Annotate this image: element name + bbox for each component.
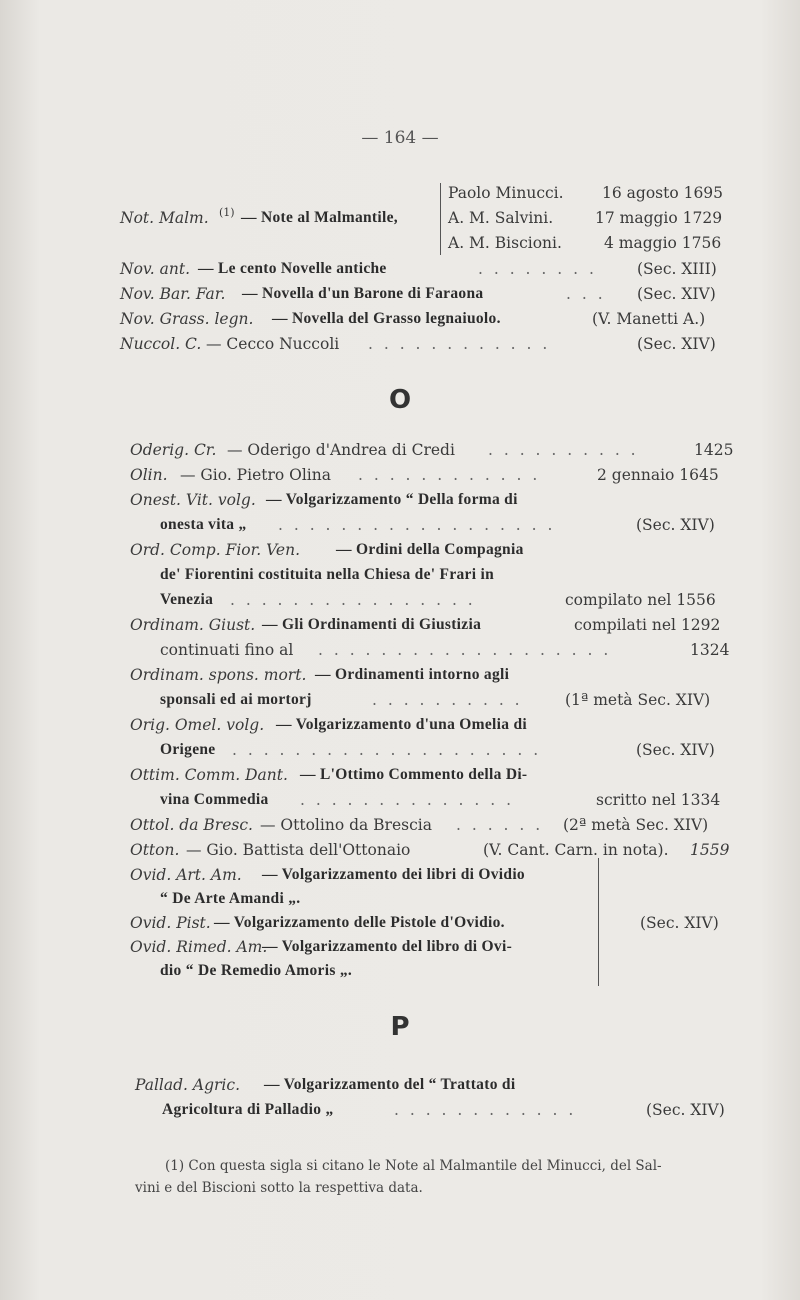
entry-ovid-art-1: [0, 862, 800, 888]
entry-nuccol: [0, 331, 800, 357]
entry-abbr: Nuccol. C.: [120, 335, 202, 353]
entry-title: — Volgarizzamento del “ Trattato di: [264, 1076, 516, 1093]
entry-nov-ant: [0, 256, 800, 282]
entry-title: — Novella del Grasso legnaiuolo.: [272, 310, 501, 327]
malm-name-1: Paolo Minucci.: [448, 184, 564, 202]
entry-dots: . . . . . . . . . . . . . . . . . . .: [318, 641, 612, 659]
entry-dots: . . . . . . . .: [478, 260, 597, 278]
entry-dots: . . . . . . . . . . . .: [368, 335, 551, 353]
entry-ord-3: [0, 587, 800, 613]
entry-nov-bar: [0, 281, 800, 307]
entry-title: — Ordini della Compagnia: [336, 541, 524, 558]
entry-title: — Ottolino da Brescia: [260, 816, 432, 834]
entry-date: 1425: [694, 441, 734, 459]
malm-date-1: 16 agosto 1695: [602, 184, 724, 202]
entry-date: (Sec. XIV): [636, 741, 715, 759]
entry-pallad-2: [0, 1097, 800, 1123]
entry-ordspons-1: [0, 662, 800, 688]
entry-otton: [0, 837, 800, 863]
entry-title: — Volgarizzamento del libro di Ovi-: [262, 938, 513, 955]
entry-abbr: Otton.: [130, 841, 180, 859]
entry-ref: (V. Cant. Carn. in nota).: [483, 841, 669, 859]
entry-title-cont: Agricoltura di Palladio „: [162, 1101, 334, 1118]
entry-title: — L'Ottimo Commento della Di-: [300, 766, 528, 783]
entry-abbr: Nov. Grass. legn.: [120, 310, 254, 328]
entry-abbr: Ovid. Pist.: [130, 914, 211, 932]
entry-dots: . . . . . . . . . . . . . . . . . .: [278, 516, 556, 534]
entry-date: (Sec. XIV): [637, 285, 716, 303]
entry-date: (Sec. XIV): [637, 335, 716, 353]
entry-title: — Ordinamenti intorno agli: [315, 666, 510, 683]
entry-title: — Le cento Novelle antiche: [198, 260, 387, 277]
entry-title: — Novella d'un Barone di Faraona: [242, 285, 484, 302]
entry-ovid-rimed-2: [0, 958, 800, 984]
entry-abbr: Ottol. da Bresc.: [130, 816, 253, 834]
entry-date: (V. Manetti A.): [592, 310, 706, 328]
entry-abbr: Ottim. Comm. Dant.: [130, 766, 288, 784]
entry-ottim-1: [0, 762, 800, 788]
entry-dots: . . . . . . . . . . . . . . . .: [230, 591, 476, 609]
entry-title-cont: dio “ De Remedio Amoris „.: [160, 962, 353, 979]
entry-ottol: [0, 812, 800, 838]
entry-title-cont: Venezia: [160, 591, 214, 608]
entry-dots: . . . . . . . . . . . .: [394, 1101, 577, 1119]
entry-abbr: Onest. Vit. volg.: [130, 491, 256, 509]
malm-row-1: [0, 180, 800, 206]
entry-title: — Oderigo d'Andrea di Credi: [227, 441, 455, 459]
entry-abbr: Ord. Comp. Fior. Ven.: [130, 541, 301, 559]
entry-title-cont: de' Fiorentini costituita nella Chiesa de' Frari in: [160, 566, 495, 583]
entry-abbr: Ovid. Art. Am.: [130, 866, 242, 884]
entry-ordinam-1: [0, 612, 800, 638]
entry-abbr: Oderig. Cr.: [130, 441, 217, 459]
entry-ordspons-2: [0, 687, 800, 713]
entry-dots: . . . . . . . . . . . .: [358, 466, 541, 484]
malm-abbr: Not. Malm.: [120, 209, 209, 227]
entry-title-cont: Origene: [160, 741, 216, 758]
entry-title: — Volgarizzamento dei libri di Ovidio: [262, 866, 525, 883]
malm-row-2: [0, 205, 800, 231]
malm-name-2: A. M. Salvini.: [448, 209, 554, 227]
entry-abbr: Pallad. Agric.: [135, 1076, 240, 1094]
entry-date: 1324: [690, 641, 730, 659]
entry-ord-2: [0, 562, 800, 588]
entry-title-cont: vina Commedia: [160, 791, 269, 808]
entry-ottim-2: [0, 787, 800, 813]
entry-dots: . . . . . .: [456, 816, 544, 834]
entry-title: — Volgarizzamento d'una Omelia di: [276, 716, 528, 733]
entry-date: 2 gennaio 1645: [597, 466, 719, 484]
entry-abbr: Ordinam. Giust.: [130, 616, 256, 634]
entry-title-cont: “ De Arte Amandi „.: [160, 890, 301, 907]
entry-onest-1: [0, 487, 800, 513]
entry-title-cont: onesta vita „: [160, 516, 247, 533]
entry-date: (1ª metà Sec. XIV): [565, 691, 711, 709]
malm-date-3: 4 maggio 1756: [604, 234, 722, 252]
footnote-line-2: vini e del Biscioni sotto la respettiva data.: [135, 1180, 423, 1196]
entry-ord-1: [0, 537, 800, 563]
entry-title: — Gio. Battista dell'Ottonaio: [186, 841, 411, 859]
entry-pallad-1: [0, 1072, 800, 1098]
malm-title: — Note al Malmantile,: [241, 209, 398, 226]
entry-title: — Gli Ordinamenti di Giustizia: [262, 616, 482, 633]
entry-title: — Cecco Nuccoli: [206, 335, 340, 353]
malm-date-2: 17 maggio 1729: [595, 209, 723, 227]
entry-date: scritto nel 1334: [596, 791, 721, 809]
entry-abbr: Olin.: [130, 466, 168, 484]
entry-abbr: Ordinam. spons. mort.: [130, 666, 307, 684]
entry-abbr: Nov. Bar. Far.: [120, 285, 226, 303]
entry-ovid-rimed-1: [0, 934, 800, 960]
entry-ovid-pist: [0, 910, 800, 936]
entry-abbr: Orig. Omel. volg.: [130, 716, 265, 734]
entry-nov-grass: [0, 306, 800, 332]
entry-oderig: [0, 437, 800, 463]
entry-title-cont: continuati fino al: [160, 641, 294, 659]
entry-title-cont: sponsali ed ai mortorj: [160, 691, 312, 708]
entry-year: 1559: [690, 841, 730, 859]
malm-name-3: A. M. Biscioni.: [448, 234, 562, 252]
entry-orig-2: [0, 737, 800, 763]
entry-ordinam-2: [0, 637, 800, 663]
section-letter-p: P: [390, 1012, 410, 1042]
malm-note-ref: (1): [219, 206, 235, 219]
entry-dots: . . .: [566, 285, 606, 303]
entry-date: (Sec. XIV): [640, 914, 719, 932]
footnote-line-1: (1) Con questa sigla si citano le Note al Malmantile del Minucci, del Sal-: [165, 1158, 662, 1174]
page-number: — 164 —: [361, 128, 439, 148]
entry-title: — Volgarizzamento delle Pistole d'Ovidio.: [214, 914, 505, 931]
entry-onest-2: [0, 512, 800, 538]
entry-dots: . . . . . . . . . .: [372, 691, 523, 709]
entry-date: (Sec. XIV): [636, 516, 715, 534]
entry-date: (Sec. XIII): [637, 260, 717, 278]
entry-orig-1: [0, 712, 800, 738]
entry-date: (Sec. XIV): [646, 1101, 725, 1119]
entry-date: compilato nel 1556: [565, 591, 716, 609]
entry-abbr: Ovid. Rimed. Am.: [130, 938, 268, 956]
section-letter-o: O: [388, 385, 412, 415]
entry-title: — Volgarizzamento “ Della forma di: [266, 491, 518, 508]
entry-olin: [0, 462, 800, 488]
entry-ovid-art-2: [0, 886, 800, 912]
entry-abbr: Nov. ant.: [120, 260, 191, 278]
entry-date: compilati nel 1292: [574, 616, 721, 634]
footnote: [135, 1155, 745, 1199]
entry-dots: . . . . . . . . . . . . . . . . . . . .: [232, 741, 542, 759]
entry-dots: . . . . . . . . . . . . . .: [300, 791, 515, 809]
entry-title: — Gio. Pietro Olina: [180, 466, 331, 484]
entry-date: (2ª metà Sec. XIV): [563, 816, 709, 834]
entry-dots: . . . . . . . . . .: [488, 441, 639, 459]
malm-row-3: [0, 230, 800, 256]
